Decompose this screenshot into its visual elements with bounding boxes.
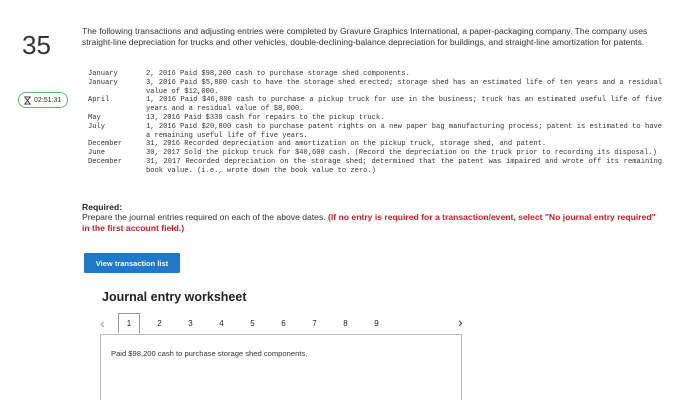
transaction-row [88,123,662,141]
transaction-text: 31, 2017 Recorded depreciation on the storage shed; determined that the patent was impaired and wrote off its remaining book value. (i.e., wrote down the book value to zero.) [146,157,667,175]
transaction-description: Paid $98,200 cash to purchase storage shed components. [111,349,308,358]
transaction-text: 13, 2016 Paid $330 cash for repairs to the pickup truck. [146,113,385,122]
page-tab-7[interactable]: 7 [312,318,317,328]
instructions-text: Prepare the journal entries required on each of the above dates. [82,212,326,222]
transaction-row [88,149,662,158]
transaction-row [88,158,662,176]
transaction-month: December [88,157,123,166]
timer-badge [18,92,68,108]
transaction-text: 31, 2016 Recorded depreciation and amortization on the pickup truck, storage shed, and patent. [146,140,547,149]
worksheet-panel [100,334,462,400]
transaction-text: 2, 2016 Paid $98,200 cash to purchase storage shed components. [146,70,410,78]
chevron-right-icon[interactable]: › [458,314,463,330]
transaction-row [88,96,662,114]
transactions-table [88,70,667,176]
required-label: Required: [82,202,123,212]
page-tab-5[interactable]: 5 [250,318,255,328]
view-transaction-list-button[interactable]: View transaction list [84,253,180,273]
transaction-text: 30, 2017 Sold the pickup truck for $40,600 cash. (Record the depreciation on the truck prior to recording its disposal.) [146,149,657,158]
transaction-text: 1, 2016 Paid $46,800 cash to purchase a pickup truck for use in the business; truck has an estimated useful life of five years and a residual value of $8,000. [146,96,667,114]
page-tab-8[interactable]: 8 [343,318,348,328]
transaction-month: December [88,140,123,149]
transaction-month: July [88,122,106,131]
page-tab-3[interactable]: 3 [188,318,193,328]
question-number: 35 [22,30,51,60]
transaction-row [88,140,662,149]
worksheet-pager [100,314,470,332]
transaction-row [88,70,662,79]
page-tab-6[interactable]: 6 [281,318,286,328]
instructions-note: (If no entry is required for a transaction/event, select "No journal entry required" in the first account field.) [82,212,656,233]
transaction-month: May [88,113,101,122]
transaction-month: January [88,70,118,78]
transaction-month: January [88,78,118,87]
chevron-left-icon[interactable]: ‹ [100,315,105,331]
transaction-month: June [88,149,106,158]
page-tab-4[interactable]: 4 [219,318,224,328]
instructions [82,212,662,233]
transaction-row [88,114,662,123]
page-tab-1[interactable]: 1 [118,313,140,333]
worksheet-title: Journal entry worksheet [102,290,247,304]
question-intro: The following transactions and adjusting entries were completed by Gravure Graphics International, a paper-packaging company. The company uses straight-line depreciation for trucks and other vehicles, double-declining-balance depreciation for buildings, and straight-line amortization for patents. [82,26,648,47]
transaction-month: April [88,96,110,105]
timer-value: 02:51:31 [34,96,62,104]
transaction-text: 3, 2016 Paid $5,800 cash to have the storage shed erected; storage shed has an estimated life of ten years and a residual value of $12,000. [146,78,667,96]
page-tab-2[interactable]: 2 [157,318,162,328]
hourglass-icon [23,96,32,105]
transaction-text: 1, 2016 Paid $20,800 cash to purchase patent rights on a new paper bag manufacturing process; patent is estimated to have a remaining useful life of five years. [146,122,667,140]
page-tab-9[interactable]: 9 [374,318,379,328]
transaction-row [88,79,662,97]
